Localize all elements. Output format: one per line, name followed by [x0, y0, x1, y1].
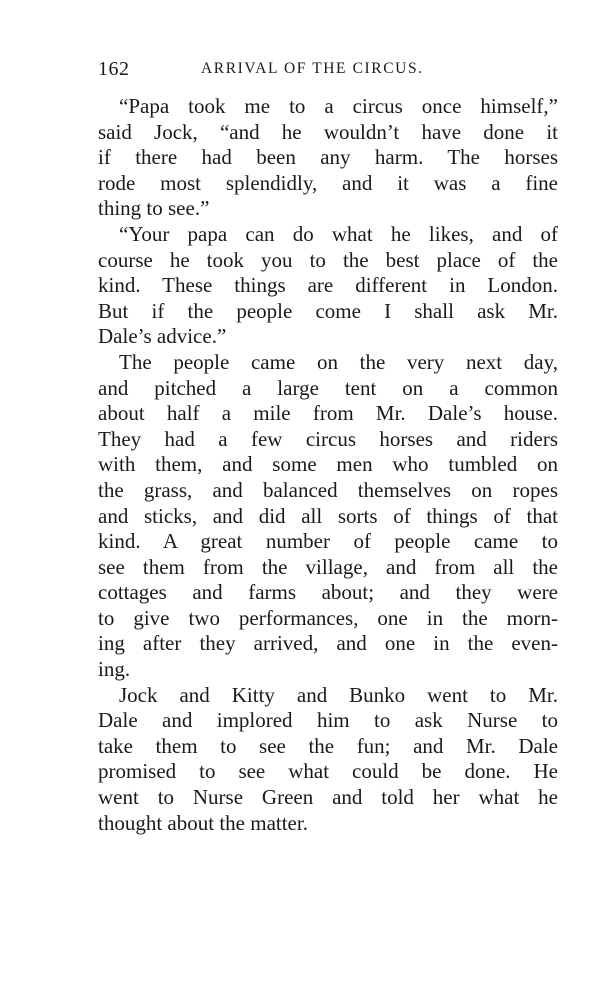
text-line: thing to see.”	[98, 196, 210, 221]
text-line: about half a mile from Mr. Dale’s house.	[98, 401, 558, 426]
text-line: Jock and Kitty and Bunko went to Mr.	[119, 682, 558, 707]
text-line: take them to see the fun; and Mr. Dale	[98, 733, 558, 758]
text-line: and sticks, and did all sorts of things of that	[98, 503, 558, 528]
text-line: went to Nurse Green and told her what he	[98, 785, 558, 810]
text-line: and pitched a large tent on a common	[98, 375, 558, 400]
text-line: The people came on the very next day,	[119, 349, 558, 374]
text-line: see them from the village, and from all the	[98, 554, 558, 579]
text-line: Dale and implored him to ask Nurse to	[98, 708, 558, 733]
text-line: ing.	[98, 657, 131, 682]
page-header	[98, 58, 518, 84]
text-line: to give two performances, one in the morn-	[98, 605, 558, 630]
text-line: course he took you to the best place of the	[98, 247, 558, 272]
text-line: They had a few circus horses and riders	[98, 426, 558, 451]
text-line: thought about the matter.	[98, 810, 308, 835]
running-head: ARRIVAL OF THE CIRCUS.	[201, 60, 424, 77]
text-line: kind. A great number of people came to	[98, 529, 558, 554]
text-line: with them, and some men who tumbled on	[98, 452, 558, 477]
text-line: cottages and farms about; and they were	[98, 580, 558, 605]
text-line: said Jock, “and he wouldn’t have done it	[98, 119, 558, 144]
text-line: if there had been any harm. The horses	[98, 145, 558, 170]
text-line: rode most splendidly, and it was a fine	[98, 170, 558, 195]
text-line: promised to see what could be done. He	[98, 759, 558, 784]
page-number: 162	[98, 58, 130, 80]
text-line: the grass, and balanced themselves on ropes	[98, 477, 558, 502]
text-line: ing after they arrived, and one in the even-	[98, 631, 558, 656]
text-line: Dale’s advice.”	[98, 324, 227, 349]
body-text	[98, 94, 558, 836]
text-line: kind. These things are different in London.	[98, 273, 558, 298]
text-line: “Papa took me to a circus once himself,”	[119, 94, 558, 118]
text-line: “Your papa can do what he likes, and of	[119, 221, 558, 246]
text-line: But if the people come I shall ask Mr.	[98, 298, 558, 323]
